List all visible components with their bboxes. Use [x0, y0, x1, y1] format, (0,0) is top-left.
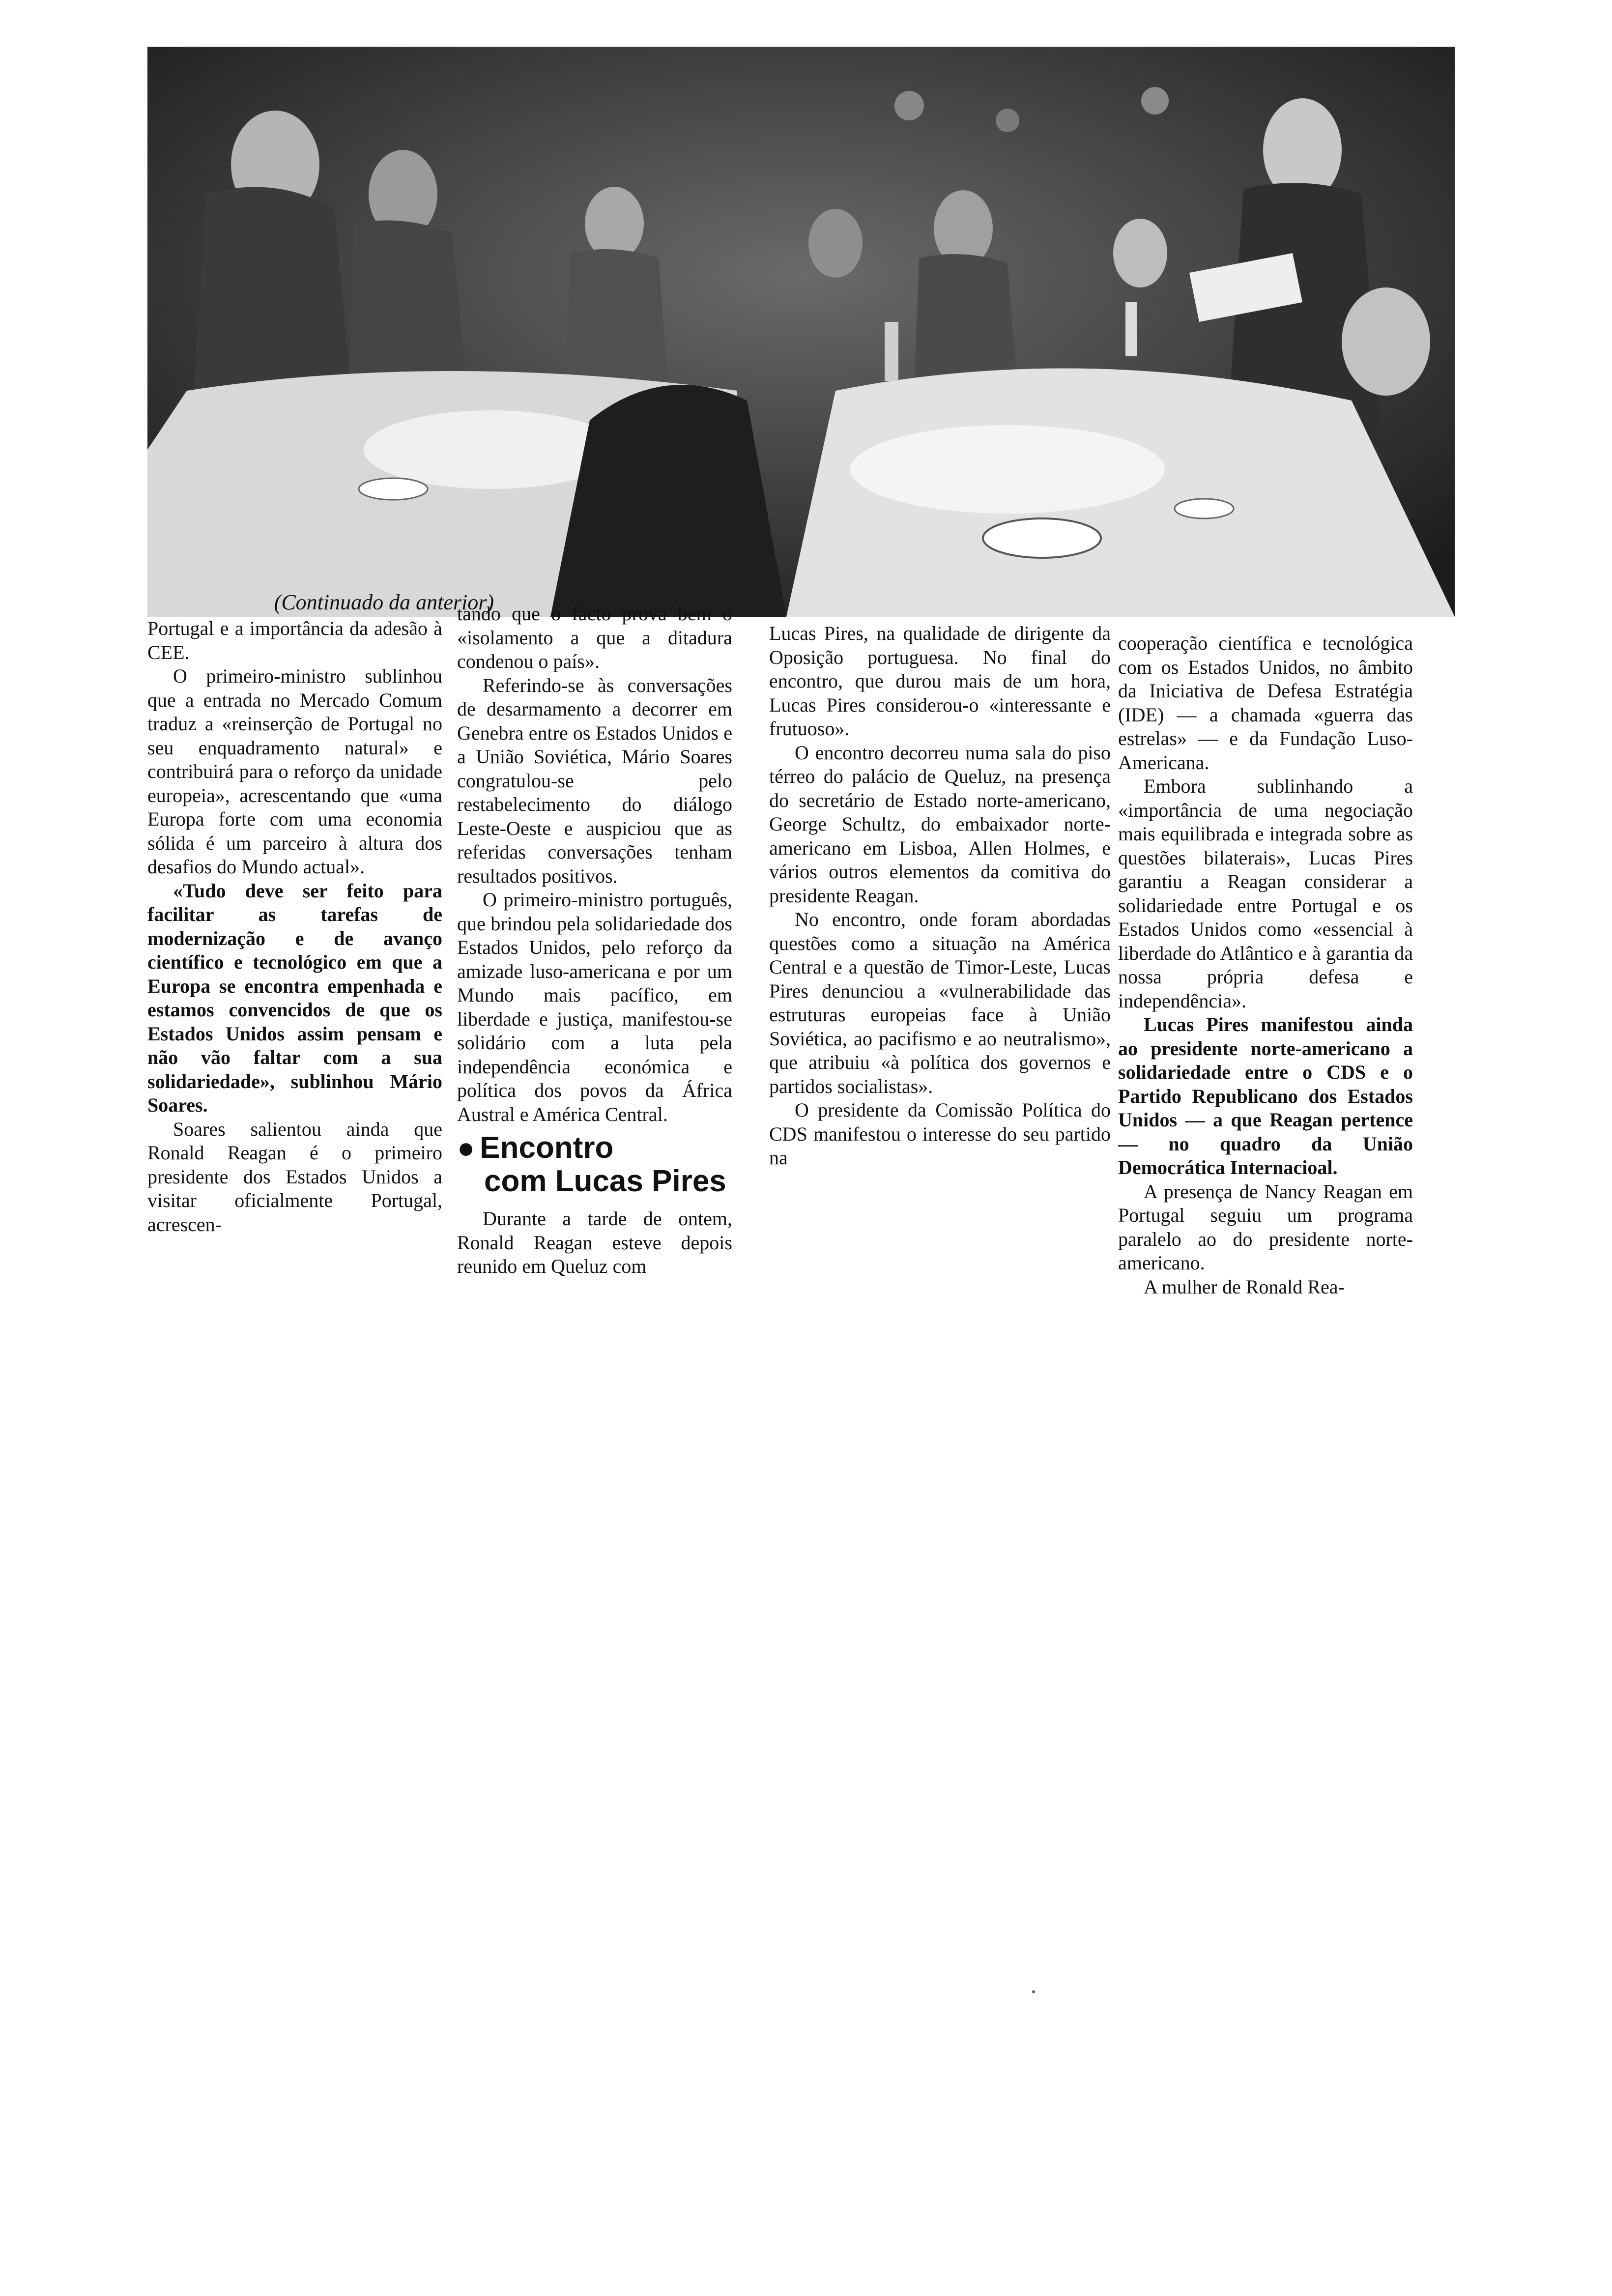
paragraph: O primeiro-ministro sublinhou que a entrada no Mercado Comum traduz a «reinserção de Portugal no seu enquadramento natural» e contribuirá para o reforço da unidade europeia», acrescentando que «uma Europa forte com uma economia sólida é um parceiro à altura dos desafios do Mundo actual».	[147, 665, 442, 878]
article-column-2	[457, 602, 732, 1279]
paragraph: Lucas Pires, na qualidade de dirigente da Oposição portuguesa. No final do encontro, que durou mais de um hora, Lucas Pires considerou-o «interessante e frutuoso».	[769, 622, 1111, 740]
paragraph: O encontro decorreu numa sala do piso térreo do palácio de Queluz, na presença do secretário de Estado norte-americano, George Schultz, do embaixador norte-americano em Lisboa, Allen Holmes, e vários outros elementos da comitiva do presidente Reagan.	[769, 741, 1111, 907]
paragraph: cooperação científica e tecnológica com os Estados Unidos, no âmbito da Iniciativa de Defesa Estratégia (IDE) — a chamada «guerra das estrelas» — e da Fundação Luso-Americana.	[1118, 632, 1413, 774]
continued-note: (Continuado da anterior)	[274, 590, 494, 614]
paragraph: «Tudo deve ser feito para facilitar as tarefas de modernização e de avanço científico e tecnológico em que a Europa se encontra empenhada e estamos convencidos de que os Estados Unidos assim pensam e não vão faltar com a sua solidariedade», sublinhou Mário Soares.	[147, 879, 442, 1116]
paragraph: Durante a tarde de ontem, Ronald Reagan esteve depois reunido em Queluz com	[457, 1207, 732, 1277]
article-column-3	[769, 622, 1111, 1170]
paragraph: tando que o facto prova bem o «isolamento a que a ditadura condenou o país».	[457, 603, 732, 672]
scan-speck	[1032, 1990, 1035, 1993]
banquet-photo-image	[147, 47, 1455, 617]
paragraph: Referindo-se às conversações de desarmamento a decorrer em Genebra entre os Estados Unidos e a União Soviética, Mário Soares congratulou-se pelo restabelecimento do diálogo Leste-Oeste e auspiciou que as referidas conversações tenham resultados positivos.	[457, 674, 732, 887]
subheading-line-2: com Lucas Pires	[484, 1164, 726, 1198]
paragraph: Embora sublinhando a «importância de uma negociação mais equilibrada e integrada sobre as questões bilaterais», Lucas Pires garantiu a Reagan considerar a solidariedade entre Portugal e os Estados Unidos como «essencial à liberdade do Atlântico e à garantia da nossa própria defesa e independência».	[1118, 775, 1413, 1012]
paragraph: Lucas Pires manifestou ainda ao presidente norte-americano a solidariedade entre o CDS e o Partido Republicano dos Estados Unidos — a que Reagan pertence — no quadro da União Democrática Internacioal.	[1118, 1013, 1413, 1178]
paragraph: O primeiro-ministro português, que brindou pela solidariedade dos Estados Unidos, pelo reforço da amizade luso-americana e por um Mundo mais pacífico, em liberdade e justiça, manifestou-se solidário com a luta pela independência económica e política dos povos da África Austral e América Central.	[457, 889, 732, 1125]
bullet-icon: ●	[457, 1131, 475, 1164]
article-column-1	[147, 617, 442, 1236]
paragraph: Portugal e a importância da adesão à CEE.	[147, 617, 442, 663]
paragraph: O presidente da Comissão Política do CDS manifestou o interesse do seu partido na	[769, 1099, 1111, 1169]
section-subheading	[457, 1131, 732, 1198]
subheading-line-1: Encontro	[480, 1131, 614, 1165]
paragraph: Soares salientou ainda que Ronald Reagan é o primeiro presidente dos Estados Unidos a visitar oficialmente Portugal, acrescen-	[147, 1118, 442, 1235]
paragraph: A mulher de Ronald Rea-	[1144, 1275, 1345, 1298]
article-column-4	[1118, 631, 1413, 1299]
paragraph: A presença de Nancy Reagan em Portugal seguiu um programa paralelo ao do presidente norte-americano.	[1118, 1180, 1413, 1274]
banquet-photograph	[147, 47, 1455, 617]
paragraph: No encontro, onde foram abordadas questões como a situação na América Central e a questão de Timor-Leste, Lucas Pires denunciou a «vulnerabilidade das estruturas europeias face à União Soviética, ao pacifismo e ao neutralismo», que atribuiu «à política dos governos e partidos socialistas».	[769, 908, 1111, 1097]
